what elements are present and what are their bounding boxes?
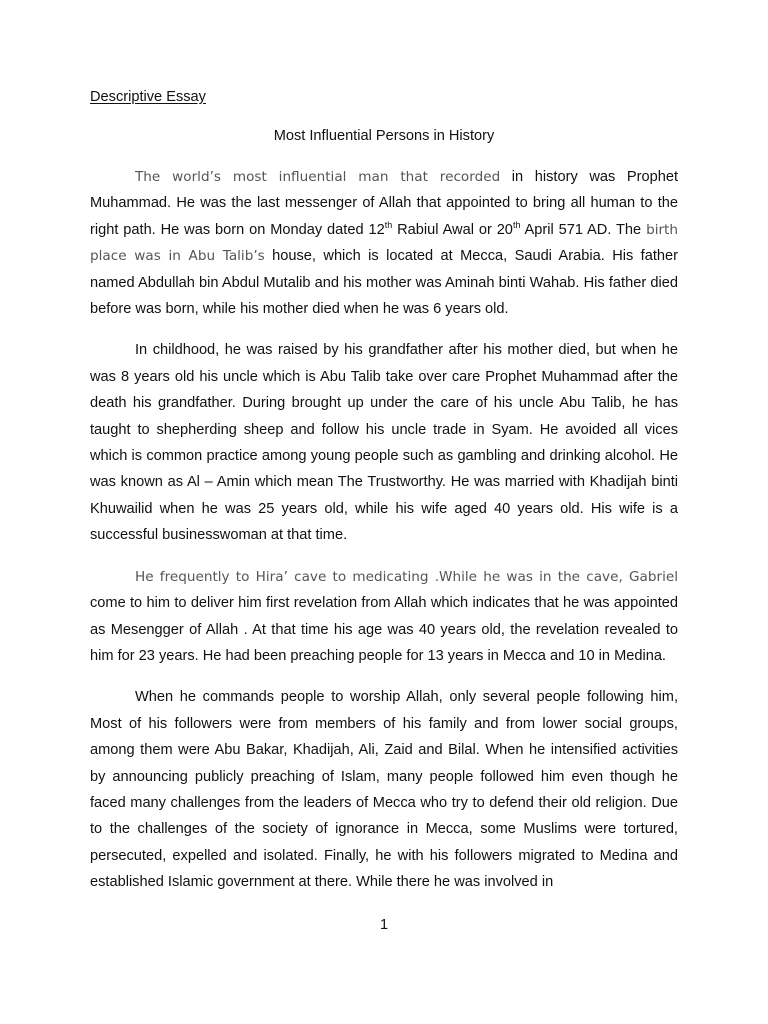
- paragraph-text-segment: April 571 AD. The: [520, 221, 647, 238]
- document-type-label: Descriptive Essay: [90, 89, 206, 105]
- page-number: 1: [379, 917, 389, 933]
- paragraph-4: [90, 684, 678, 895]
- paragraph-text-segment: in history was Prophet Muhammad. He was the last messenger of Allah that appointed to bring all human to the right path. He was born on Monday dated 12: [90, 169, 678, 238]
- paragraph-text-segment: In childhood, he was raised by his grandfather after his mother died, but when he was 8 years old his uncle which is Abu Talib take over care Prophet Muhammad after the death his grandfather. During brought up under the care of his uncle Abu Talib, he has taught to shepherding sheep and follow his uncle trade in Syam. He avoided all vices which is common practice among young people such as gambling and drinking alcohol. He was known as Al – Amin which mean The Trustworthy. He was married with Khadijah binti Khuwailid when he was 25 years old, while his wife aged 40 years old. His wife is a successful businesswoman at that time.: [90, 342, 678, 544]
- paragraph-text-segment: come to him to deliver him first revelation from Allah which indicates that he was appointed as Mesengger of Allah . At that time his age was 40 years old, the revelation revealed to him for 23 years. He had been preaching people for 13 years in Mecca and 10 in Medina.: [90, 595, 678, 664]
- paragraph-text-segment: When he commands people to worship Allah, only several people following him, Most of his followers were from members of his family and from lower social groups, among them were Abu Bakar, Khadijah, Ali, Zaid and Bilal. When he intensified activities by announcing publicly preaching of Islam, many people followed him even though he faced many challenges from the leaders of Mecca who try to defend their old religion. Due to the challenges of the society of ignorance in Mecca, some Muslims were tortured, persecuted, expelled and isolated. Finally, he with his followers migrated to Medina and established Islamic government at there. While there he was involved in: [90, 689, 678, 891]
- paragraph-3: [90, 564, 678, 670]
- paragraph-text-segment: Rabiul Awal or 20: [392, 221, 513, 238]
- paragraph-text-segment: birth place was in Abu Talib’s: [90, 221, 679, 265]
- paragraph-text-segment: th: [384, 219, 393, 230]
- paragraph-text-segment: He frequently to Hira’ cave to medicating .While he was in the cave, Gabriel: [135, 568, 678, 585]
- paragraph-text-segment: th: [512, 219, 521, 230]
- essay-body: [90, 164, 678, 911]
- essay-title: Most Influential Persons in History: [273, 128, 495, 144]
- paragraph-1: [90, 164, 678, 322]
- paragraph-text-segment: The world’s most influential man that recorded: [135, 169, 501, 185]
- paragraph-2: [90, 337, 678, 548]
- paragraph-text-segment: house, which is located at Mecca, Saudi Arabia. His father named Abdullah bin Abdul Mutalib and his mother was Aminah binti Wahab. His father died before was born, while his mother died when he was 6 years old.: [90, 248, 679, 318]
